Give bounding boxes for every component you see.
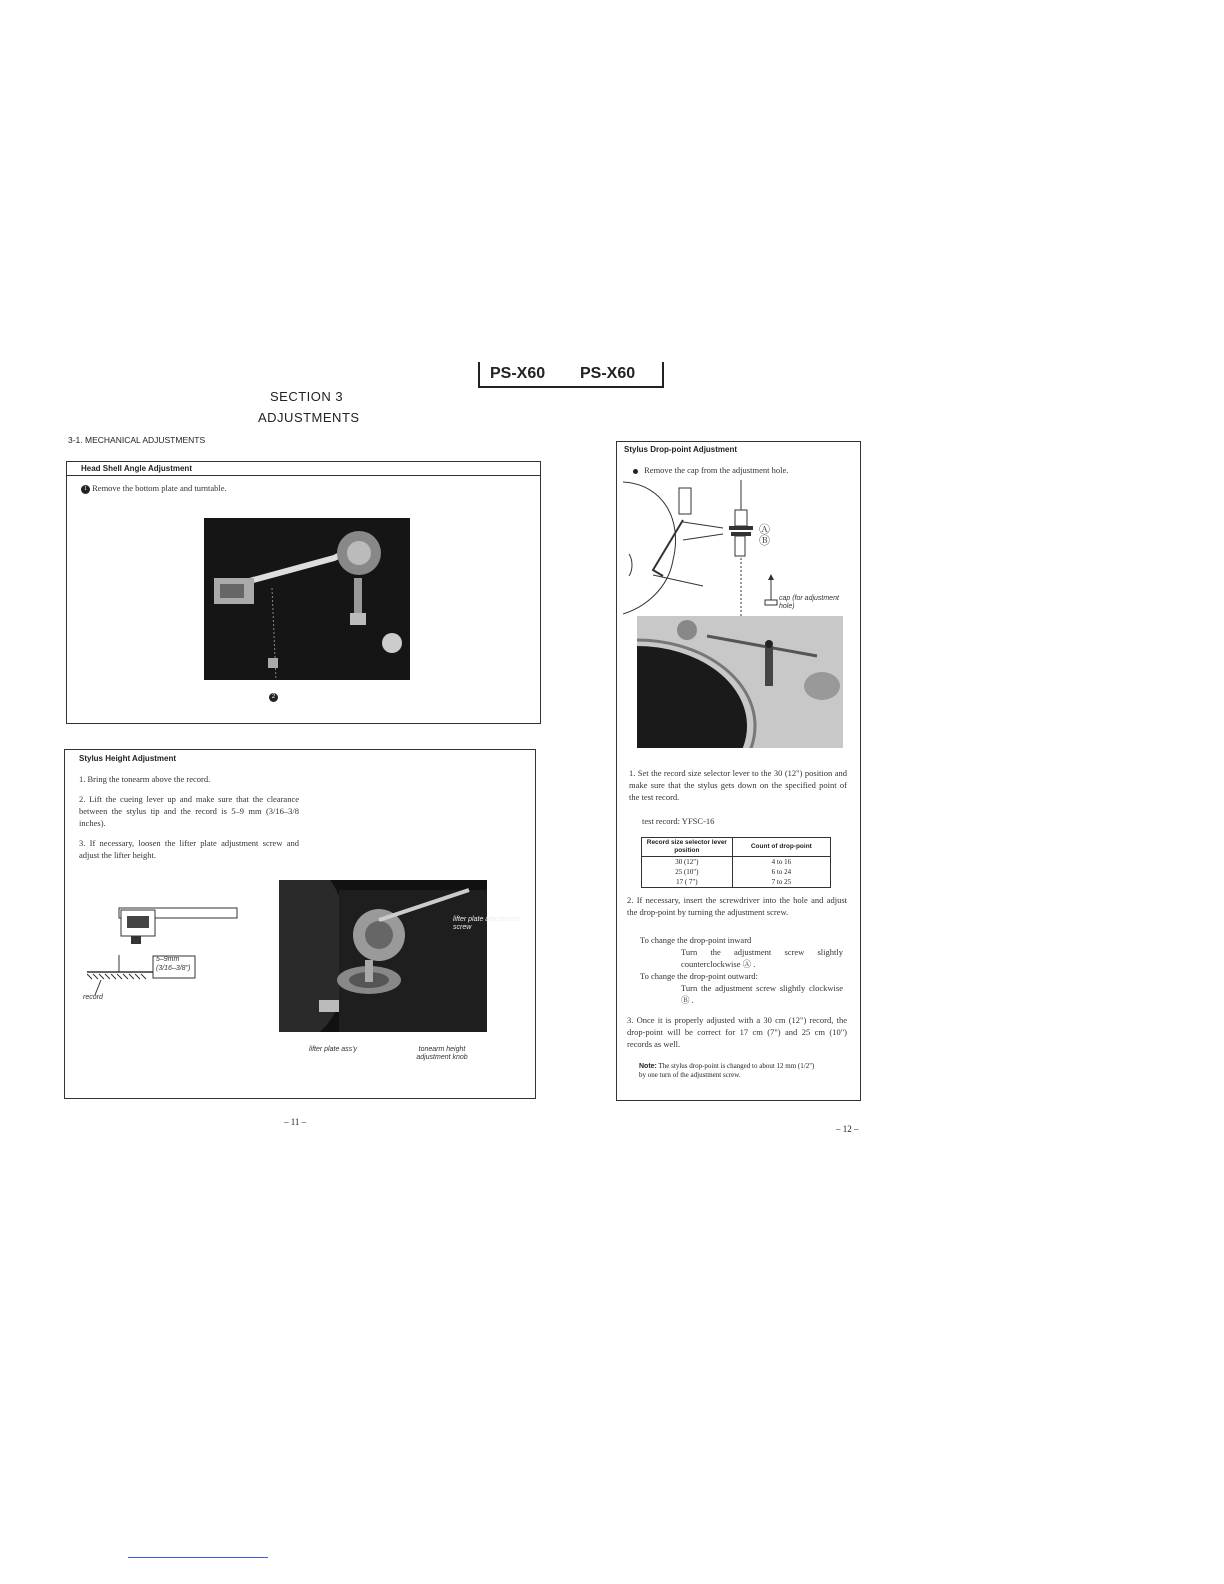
section-title: ADJUSTMENTS: [258, 410, 360, 425]
page-number-left: – 11 –: [284, 1117, 307, 1127]
stylus-height-step3: 3. If necessary, loosen the lifter plate adjustment screw and adjust the lifter height.: [79, 838, 299, 860]
step-marker-1: 1: [81, 485, 90, 494]
note-label: Note:: [639, 1063, 657, 1070]
turntable-illustration: [637, 616, 843, 748]
subsection-title: 3-1. MECHANICAL ADJUSTMENTS: [68, 435, 206, 445]
lifter-screw-label: lifter plate adjustment screw: [453, 916, 520, 931]
drop-point-intro-text: Remove the cap from the adjustment hole.: [644, 465, 789, 475]
table-cell: 25 (10"): [642, 867, 733, 877]
stylus-height-box: [64, 749, 536, 1099]
lifter-assy-label: lifter plate ass'y: [309, 1046, 358, 1053]
record-label: record: [83, 994, 103, 1001]
lifter-illustration: [279, 880, 487, 1032]
marker-b: Ⓑ: [759, 535, 770, 547]
bullet-icon: [633, 469, 638, 474]
photo-marker-2: 2: [269, 693, 278, 702]
head-shell-step1: [81, 482, 227, 494]
outward-action: Turn the adjustment screw slightly clockwise Ⓑ .: [681, 983, 843, 1005]
section-number: SECTION 3: [270, 389, 344, 404]
stylus-height-step1: 1. Bring the tonearm above the record.: [79, 774, 211, 784]
drop-point-title: Stylus Drop-point Adjustment: [624, 445, 738, 454]
head-shell-title: Head Shell Angle Adjustment: [67, 462, 540, 476]
note-text: The stylus drop-point is changed to about 12 mm (1/2") by one turn of the adjustment screw.: [639, 1062, 815, 1079]
drop-point-step3: 3. Once it is properly adjusted with a 30 cm (12") record, the drop-point will be correct for 17 cm (7") and 25 cm (10") records as well.: [627, 1015, 847, 1049]
stylus-height-title: Stylus Height Adjustment: [79, 754, 177, 763]
table-row: [642, 877, 831, 888]
table-cell: 30 (12"): [642, 857, 733, 868]
table-cell: 7 to 25: [732, 877, 830, 888]
note: [639, 1062, 823, 1080]
drop-point-photo: [637, 616, 843, 748]
model-name-left: PS-X60: [490, 365, 546, 382]
inward-label: To change the drop-point inward: [640, 935, 752, 945]
head-shell-photo: [204, 518, 410, 680]
cap-label: cap (for adjustment hole): [779, 595, 839, 610]
stylus-height-step2: 2. Lift the cueing lever up and make sure that the clearance between the stylus tip and the record is 5–9 mm (3/16–3/8 inches).: [79, 794, 299, 828]
page-number-right: – 12 –: [836, 1124, 859, 1134]
test-record-label: test record: YFSC-16: [642, 816, 715, 826]
table-row: [642, 857, 831, 868]
dim-label-inches: (3/16–3/8"): [156, 965, 191, 972]
inward-action: Turn the adjustment screw slightly counterclockwise Ⓐ .: [681, 947, 843, 969]
tonearm-illustration: [204, 518, 410, 680]
head-shell-box: [66, 461, 541, 724]
model-header: [478, 362, 664, 388]
cartridge-diagram: [87, 900, 247, 1010]
lifter-photo: [279, 880, 487, 1032]
outward-label: To change the drop-point outward:: [640, 971, 758, 981]
tonearm-knob-label: tonearm height adjustment knob: [416, 1046, 468, 1061]
table-cell: 4 to 16: [732, 857, 830, 868]
model-name-right: PS-X60: [580, 365, 636, 382]
table-row: [642, 867, 831, 877]
marker-a: Ⓐ: [759, 524, 770, 536]
drop-point-table: [641, 837, 831, 888]
dim-label: 5–9mm: [156, 956, 180, 963]
scan-underline: [128, 1557, 268, 1558]
drop-point-step1: 1. Set the record size selector lever to the 30 (12") position and make sure that the stylus gets down on the specified point of the test record.: [629, 768, 847, 802]
drop-point-step2: 2. If necessary, insert the screwdriver into the hole and adjust the drop-point by turning the adjustment screw.: [627, 895, 847, 917]
drop-point-box: [616, 441, 861, 1101]
drop-point-intro: [633, 464, 788, 476]
table-cell: 6 to 24: [732, 867, 830, 877]
table-header-cell: Count of drop-point: [732, 838, 830, 857]
table-cell: 17 ( 7"): [642, 877, 733, 888]
head-shell-step1-text: Remove the bottom plate and turntable.: [92, 483, 227, 493]
table-header-row: [642, 838, 831, 857]
table-header-cell: Record size selector lever position: [642, 838, 733, 857]
